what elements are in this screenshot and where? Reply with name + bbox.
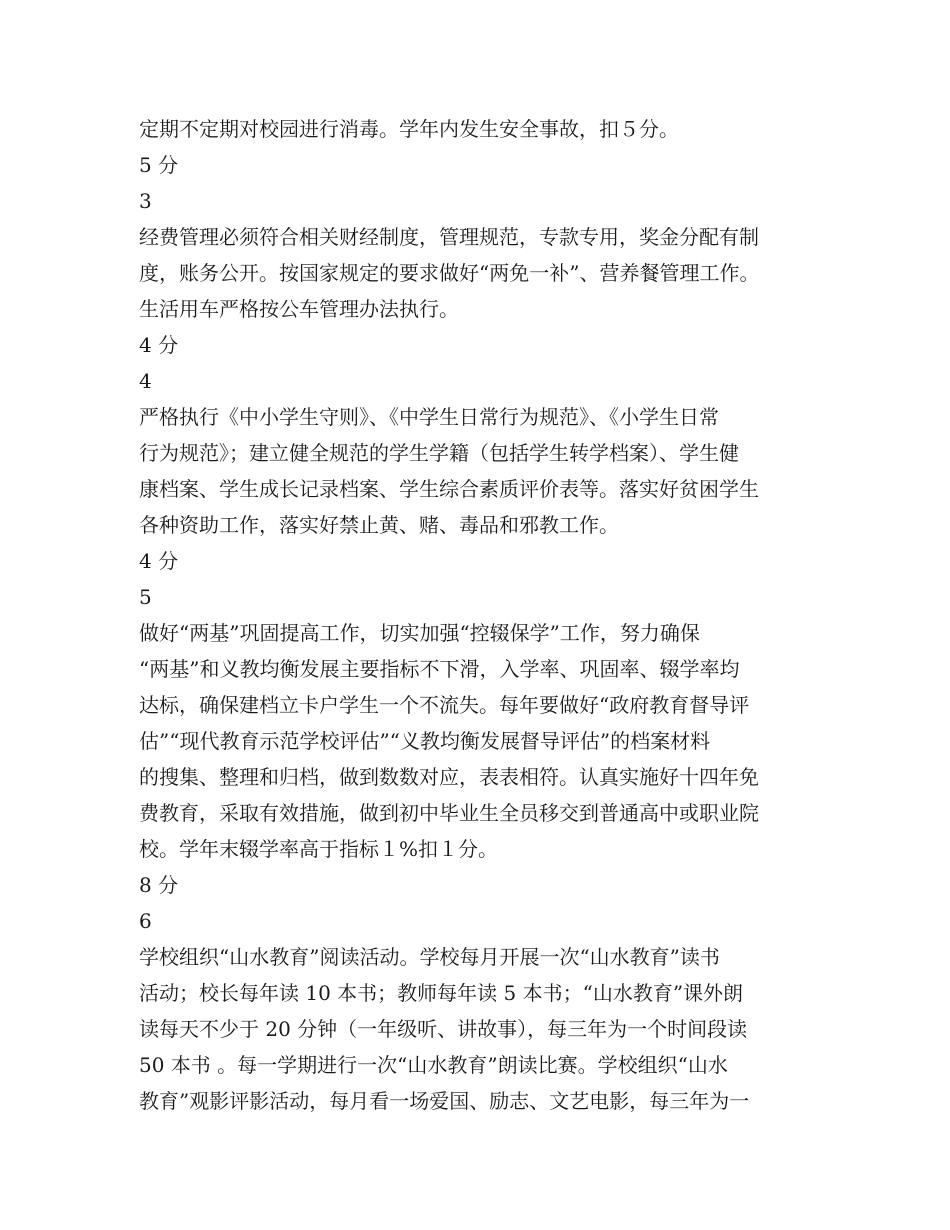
text-line: 读每天不少于 20 分钟（一年级听、讲故事），每三年为一个时间段读 bbox=[139, 1017, 748, 1041]
text-line: 校。学年末辍学率高于指标１%扣１分。 bbox=[139, 837, 499, 861]
text-line: 50 本书 。每一学期进行一次“山水教育”朗读比赛。学校组织“山水 bbox=[139, 1053, 728, 1077]
text-line: 康档案、学生成长记录档案、学生综合素质评价表等。落实好贫困学生 bbox=[139, 477, 759, 501]
text-line: 行为规范》；建立健全规范的学生学籍（包括学生转学档案）、学生健 bbox=[139, 441, 739, 465]
text-line: 的搜集、整理和归档，做到数数对应，表表相符。认真实施好十四年免 bbox=[139, 765, 759, 789]
item-number: 6 bbox=[139, 909, 152, 933]
document-body bbox=[139, 111, 829, 1119]
text-line: 度，账务公开。按国家规定的要求做好“两免一补”、营养餐管理工作。 bbox=[139, 261, 760, 285]
text-line: 估”“现代教育示范学校评估”“义教均衡发展督导评估”的档案材料 bbox=[139, 729, 711, 753]
text-line: 生活用车严格按公车管理办法执行。 bbox=[139, 297, 459, 321]
text-line: 经费管理必须符合相关财经制度，管理规范，专款专用，奖金分配有制 bbox=[139, 225, 759, 249]
item-number: 3 bbox=[139, 189, 152, 213]
score-line: 4 分 bbox=[139, 549, 179, 573]
text-line: “两基”和义教均衡发展主要指标不下滑，入学率、巩固率、辍学率均 bbox=[139, 657, 740, 681]
score-line: 5 分 bbox=[139, 153, 179, 177]
text-line: 定期不定期对校园进行消毒。学年内发生安全事故，扣５分。 bbox=[139, 117, 679, 141]
text-line: 达标，确保建档立卡户学生一个不流失。每年要做好“政府教育督导评 bbox=[139, 693, 750, 717]
item-number: 4 bbox=[139, 369, 152, 393]
text-line: 学校组织“山水教育”阅读活动。学校每月开展一次“山水教育”读书 bbox=[139, 945, 720, 969]
text-line: 活动；校长每年读 10 本书；教师每年读 5 本书；“山水教育”课外朗 bbox=[139, 981, 744, 1005]
text-line: 教育”观影评影活动，每月看一场爱国、励志、文艺电影，每三年为一 bbox=[139, 1089, 750, 1113]
text-line: 做好“两基”巩固提高工作，切实加强“控辍保学”工作，努力确保 bbox=[139, 621, 700, 645]
item-number: 5 bbox=[139, 585, 152, 609]
text-line: 费教育，采取有效措施，做到初中毕业生全员移交到普通高中或职业院 bbox=[139, 801, 759, 825]
text-line: 各种资助工作，落实好禁止黄、赌、毒品和邪教工作。 bbox=[139, 513, 619, 537]
text-line: 严格执行《中小学生守则》、《中学生日常行为规范》、《小学生日常 bbox=[139, 405, 719, 429]
score-line: 4 分 bbox=[139, 333, 179, 357]
score-line: 8 分 bbox=[139, 873, 179, 897]
